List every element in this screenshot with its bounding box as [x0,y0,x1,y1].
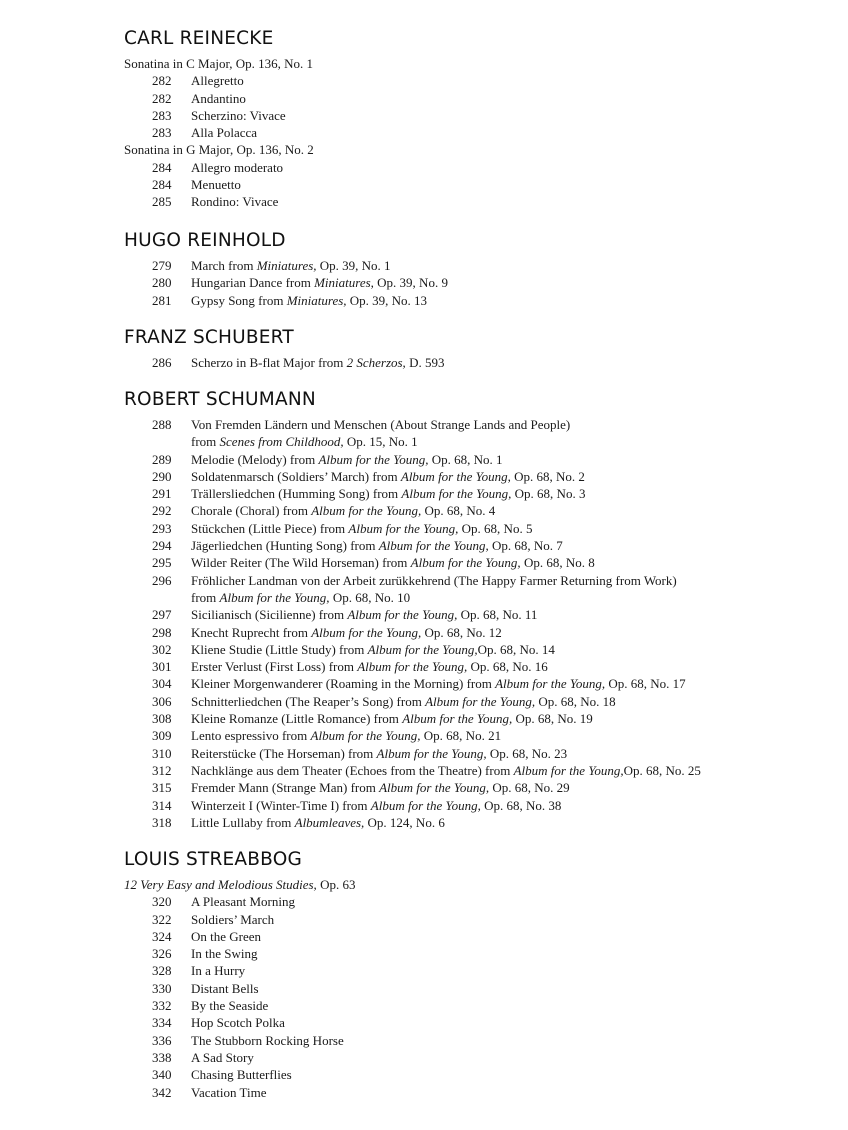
title-text: Nachklänge aus dem Theater (Echoes from the Theatre) from [191,762,514,778]
title-text: The Stubborn Rocking Horse [191,1032,344,1048]
contents-entry [124,1014,302,1031]
entry-title [191,1049,254,1066]
page-number: 308 [152,711,172,727]
title-text: Melodie (Melody) from [191,451,319,467]
composer-name: ROBERT SCHUMANN [124,389,316,410]
contents-entry [124,554,595,571]
italic-title: Album for the Young, [400,468,511,484]
page-number: 282 [152,90,172,106]
page-number: 304 [152,676,172,692]
title-text: March from [191,258,257,273]
composer-section [124,27,314,211]
entry-title [191,693,616,710]
title-text: Op. 68, No. 29 [489,780,570,796]
page-number: 306 [152,693,172,709]
entry-title [191,416,570,433]
title-text: Scherzo in B-flat Major from [191,355,347,370]
title-text: Op. 39, No. 1 [316,258,391,273]
italic-title: Album for the Young, [370,797,481,813]
entry-title [191,433,418,450]
contents-entry [124,292,428,309]
page-number: 340 [152,1067,172,1083]
contents-entry [124,416,571,433]
entry-title [191,572,677,589]
title-text: Op. 124, No. 6 [364,814,445,830]
title-text: Allegro moderato [191,159,284,175]
title-text: Gypsy Song from [191,292,287,308]
page-number: 281 [152,292,172,308]
title-text: Von Fremden Ländern und Menschen (About Strange Lands and People) [191,417,571,432]
entry-title [191,176,241,193]
entry-list [124,55,314,211]
entry-title [191,485,585,502]
page-number: 285 [152,194,172,210]
title-text: Soldatenmarsch (Soldiers’ March) from [191,468,401,484]
title-text: In a Hurry [191,963,246,979]
collection-title [124,876,355,893]
entry-list [124,354,445,371]
collection-heading [124,141,314,158]
entry-title [191,658,548,675]
italic-title: Album for the Young, [311,503,422,519]
contents-entry [124,354,445,371]
entry-continuation [124,589,411,606]
italic-title: Album for the Young, [379,780,490,796]
italic-title: Album for the Young, [495,676,606,692]
entry-title [191,1084,266,1101]
title-text: Kleine Romanze (Little Romance) from [191,711,403,727]
entry-title [191,274,448,291]
title-text: Winterzeit I (Winter-Time I) from [191,797,371,813]
title-text: Op. 68, No. 3 [511,486,586,502]
italic-title: Album for the Young, [311,624,422,640]
title-text: Op. 68, No. 10 [329,589,411,605]
contents-entry [124,107,286,124]
page-number: 336 [152,1032,172,1048]
composer-section [124,388,701,831]
page-number: 338 [152,1049,172,1065]
composer-section [124,326,445,371]
entry-title [191,124,257,141]
title-text: Op. 68, No. 2 [510,468,585,484]
contents-entry [124,72,273,89]
italic-title: Album for the Young, [425,693,536,709]
title-text: Allegretto [191,73,244,89]
contents-entry [124,641,555,658]
contents-entry [124,762,701,779]
title-text: Op. 68, No. 8 [520,555,595,571]
contents-entry [124,624,502,641]
title-text: Op. 68, No. 12 [421,624,502,640]
contents-entry [124,572,677,589]
entry-title [191,928,261,945]
contents-entry [124,451,503,468]
contents-entry [124,1066,302,1083]
title-text: Andantino [191,90,246,106]
title-text: Erster Verlust (First Loss) from [191,659,358,675]
collection-title: Sonatina in C Major, Op. 136, No. 1 [124,56,314,71]
composer-name: LOUIS STREABBOG [124,849,303,870]
entry-title [191,468,585,485]
italic-title: Albumleaves, [294,814,365,830]
page-number: 289 [152,451,172,467]
contents-entry [124,485,586,502]
entry-title [191,554,595,571]
title-text: Op. 39, No. 9 [373,275,448,291]
title-text: Op. 68, No. 5 [458,520,533,536]
entry-title [191,911,274,928]
page-number: 320 [152,894,172,910]
entry-title [191,980,259,997]
entry-title [191,502,495,519]
italic-title: Miniatures, [286,292,347,308]
contents-entry [124,159,284,176]
entry-title [191,292,427,309]
italic-title: Album for the Young, [410,555,521,571]
contents-entry [124,727,502,744]
contents-entry [124,980,302,997]
italic-title: Album for the Young, [357,659,468,675]
entry-title [191,727,501,744]
page-number: 286 [152,355,172,370]
italic-title: Album for the Young, [401,486,512,502]
contents-entry [124,606,538,623]
title-text: On the Green [191,928,262,944]
contents-entry [124,1084,302,1101]
entry-title [191,354,444,371]
page-number: 282 [152,73,172,89]
entry-title [191,962,245,979]
title-text: Chasing Butterflies [191,1067,292,1083]
title-text: Op. 15, No. 1 [343,434,418,450]
title-text: Menuetto [191,177,241,193]
title-text: Soldiers’ March [191,911,275,927]
entry-title [191,451,503,468]
page-number: 309 [152,728,172,744]
italic-title: 12 Very Easy and Melodious Studies, [124,877,317,892]
italic-title: Album for the Young, [219,589,330,605]
title-text: Vacation Time [191,1084,267,1100]
page-number: 296 [152,572,172,588]
contents-entry [124,193,279,210]
page-number: 310 [152,745,172,761]
page-number: 293 [152,520,172,536]
entry-title [191,1066,292,1083]
page-number: 302 [152,641,172,657]
contents-entry [124,124,273,141]
composer-name: FRANZ SCHUBERT [124,327,294,348]
composer-section [124,848,356,1101]
title-text: Op. 68, No. 1 [428,451,503,467]
contents-entry [124,814,445,831]
italic-title: Miniatures, [314,275,374,291]
collection-heading [124,55,314,72]
entry-title [191,606,537,623]
composer-name: CARL REINECKE [124,28,274,49]
title-text: Trällersliedchen (Humming Song) from [191,486,402,502]
entry-title [191,520,532,537]
italic-title: Album for the Young, [367,641,478,657]
page-number: 284 [152,177,172,193]
italic-title: 2 Scherzos, [346,355,406,370]
contents-entry [124,658,548,675]
page-number: 298 [152,624,172,640]
title-text: Wilder Reiter (The Wild Horseman) from [191,555,411,571]
title-text: Chorale (Choral) from [191,503,312,519]
entry-title [191,893,295,910]
entry-list [124,257,448,309]
page-number: 297 [152,607,172,623]
title-text: Op. 68, No. 18 [535,693,616,709]
title-text: Op. 68, No. 19 [512,711,593,727]
title-text: Jägerliedchen (Hunting Song) from [191,538,379,554]
title-text: Distant Bells [191,980,259,996]
contents-entry [124,911,302,928]
contents-entry [124,257,391,274]
page-number: 294 [152,538,172,554]
italic-title: Miniatures, [256,258,317,273]
contents-entry [124,997,302,1014]
title-text: Rondino: Vivace [191,194,279,210]
entry-title [191,107,286,124]
contents-entry [124,502,496,519]
title-text: Knecht Ruprecht from [191,624,312,640]
title-text: A Sad Story [191,1049,254,1065]
page-number: 322 [152,911,172,927]
contents-entry [124,274,448,291]
contents-entry [124,468,585,485]
title-text: from [191,434,220,450]
composer-section [124,229,448,309]
contents-entry [124,90,273,107]
page-number: 342 [152,1084,172,1100]
title-text: Lento espressivo from [191,728,311,744]
entry-title [191,1032,344,1049]
title-text: Kliene Studie (Little Study) from [191,641,368,657]
page-number: 312 [152,762,172,778]
page-number: 314 [152,797,172,813]
entry-title [191,537,563,554]
contents-entry [124,693,616,710]
italic-title: Album for the Young, [378,538,489,554]
entry-title [191,710,593,727]
contents-entry [124,675,686,692]
page-number: 292 [152,503,172,519]
entry-title [191,159,283,176]
contents-entry [124,893,302,910]
entry-title [191,797,561,814]
page-number: 326 [152,946,172,962]
entry-list [124,416,701,831]
entry-title [191,257,391,274]
page-number: 291 [152,486,172,502]
page-number: 330 [152,980,172,996]
title-text: Schnitterliedchen (The Reaper’s Song) from [191,693,426,709]
title-text: Kleiner Morgenwanderer (Roaming in the Morning) from [191,676,496,692]
italic-title: Album for the Young, [513,762,624,778]
entry-title [191,762,701,779]
contents-entry [124,176,273,193]
contents-entry [124,945,302,962]
page-number: 315 [152,780,172,796]
title-text: Little Lullaby from [191,814,295,830]
entry-continuation [124,433,418,450]
page-number: 332 [152,998,172,1014]
contents-entry [124,710,593,727]
title-text: D. 593 [405,355,445,370]
page-number: 334 [152,1015,172,1031]
title-text: Alla Polacca [191,125,258,141]
title-text: By the Seaside [191,998,269,1014]
title-text: Stückchen (Little Piece) from [191,520,349,536]
title-text: Op. 68, No. 14 [477,641,555,657]
entry-title [191,1014,285,1031]
title-text: Op. 68, No. 4 [421,503,496,519]
title-text: Op. 63 [316,877,356,892]
page-number: 328 [152,963,172,979]
entry-title [191,997,268,1014]
title-text: Reiterstücke (The Horseman) from [191,745,377,761]
title-text: Fröhlicher Landman von der Arbeit zurükkehrend (The Happy Farmer Returning from Work) [191,572,677,588]
page-number: 295 [152,555,172,571]
entry-title [191,72,244,89]
entry-title [191,675,686,692]
contents-entry [124,745,568,762]
page-number: 284 [152,159,172,175]
contents-entry [124,520,533,537]
entry-title [191,90,246,107]
contents-entry [124,1049,302,1066]
contents-entry [124,797,562,814]
italic-title: Album for the Young, [348,520,459,536]
entry-title [191,779,570,796]
collection-title: Sonatina in G Major, Op. 136, No. 2 [124,142,314,158]
italic-title: Album for the Young, [376,745,487,761]
italic-title: Album for the Young, [318,451,429,467]
title-text: Op. 68, No. 17 [605,676,686,692]
page-number: 280 [152,275,172,291]
title-text: In the Swing [191,946,258,962]
entry-title [191,193,278,210]
contents-entry [124,928,302,945]
title-text: Op. 68, No. 7 [488,538,563,554]
page-number: 283 [152,125,172,141]
composer-name: HUGO REINHOLD [124,230,286,251]
title-text: from [191,589,220,605]
title-text: Hop Scotch Polka [191,1015,285,1031]
italic-title: Scenes from Childhood, [219,434,344,450]
entry-title [191,814,445,831]
title-text: Op. 68, No. 21 [420,728,502,744]
contents-entry [124,962,302,979]
page-number: 283 [152,107,172,123]
contents-entry [124,1032,344,1049]
entry-title [191,745,567,762]
entry-list [124,876,356,1101]
page-number: 288 [152,417,172,432]
title-text: Op. 68, No. 16 [467,659,548,675]
entry-title [191,641,555,658]
collection-heading [124,876,356,893]
page-number: 301 [152,659,172,675]
title-text: Op. 68, No. 23 [486,745,568,761]
title-text: Op. 68, No. 25 [623,762,701,778]
contents-entry [124,537,563,554]
italic-title: Album for the Young, [402,711,513,727]
title-text: Sicilianisch (Sicilienne) from [191,607,348,623]
entry-title [191,624,502,641]
title-text: Fremder Mann (Strange Man) from [191,780,380,796]
italic-title: Album for the Young, [310,728,421,744]
title-text: Op. 68, No. 38 [480,797,562,813]
page-number: 318 [152,814,172,830]
entry-title [191,945,257,962]
title-text: Hungarian Dance from [191,275,315,291]
contents-entry [124,779,570,796]
page-number: 290 [152,468,172,484]
title-text: A Pleasant Morning [191,894,295,910]
title-text: Op. 39, No. 13 [346,292,428,308]
entry-title [191,589,410,606]
title-text: Op. 68, No. 11 [457,607,538,623]
page-number: 279 [152,258,172,273]
title-text: Scherzino: Vivace [191,107,286,123]
page-number: 324 [152,928,172,944]
italic-title: Album for the Young, [347,607,458,623]
